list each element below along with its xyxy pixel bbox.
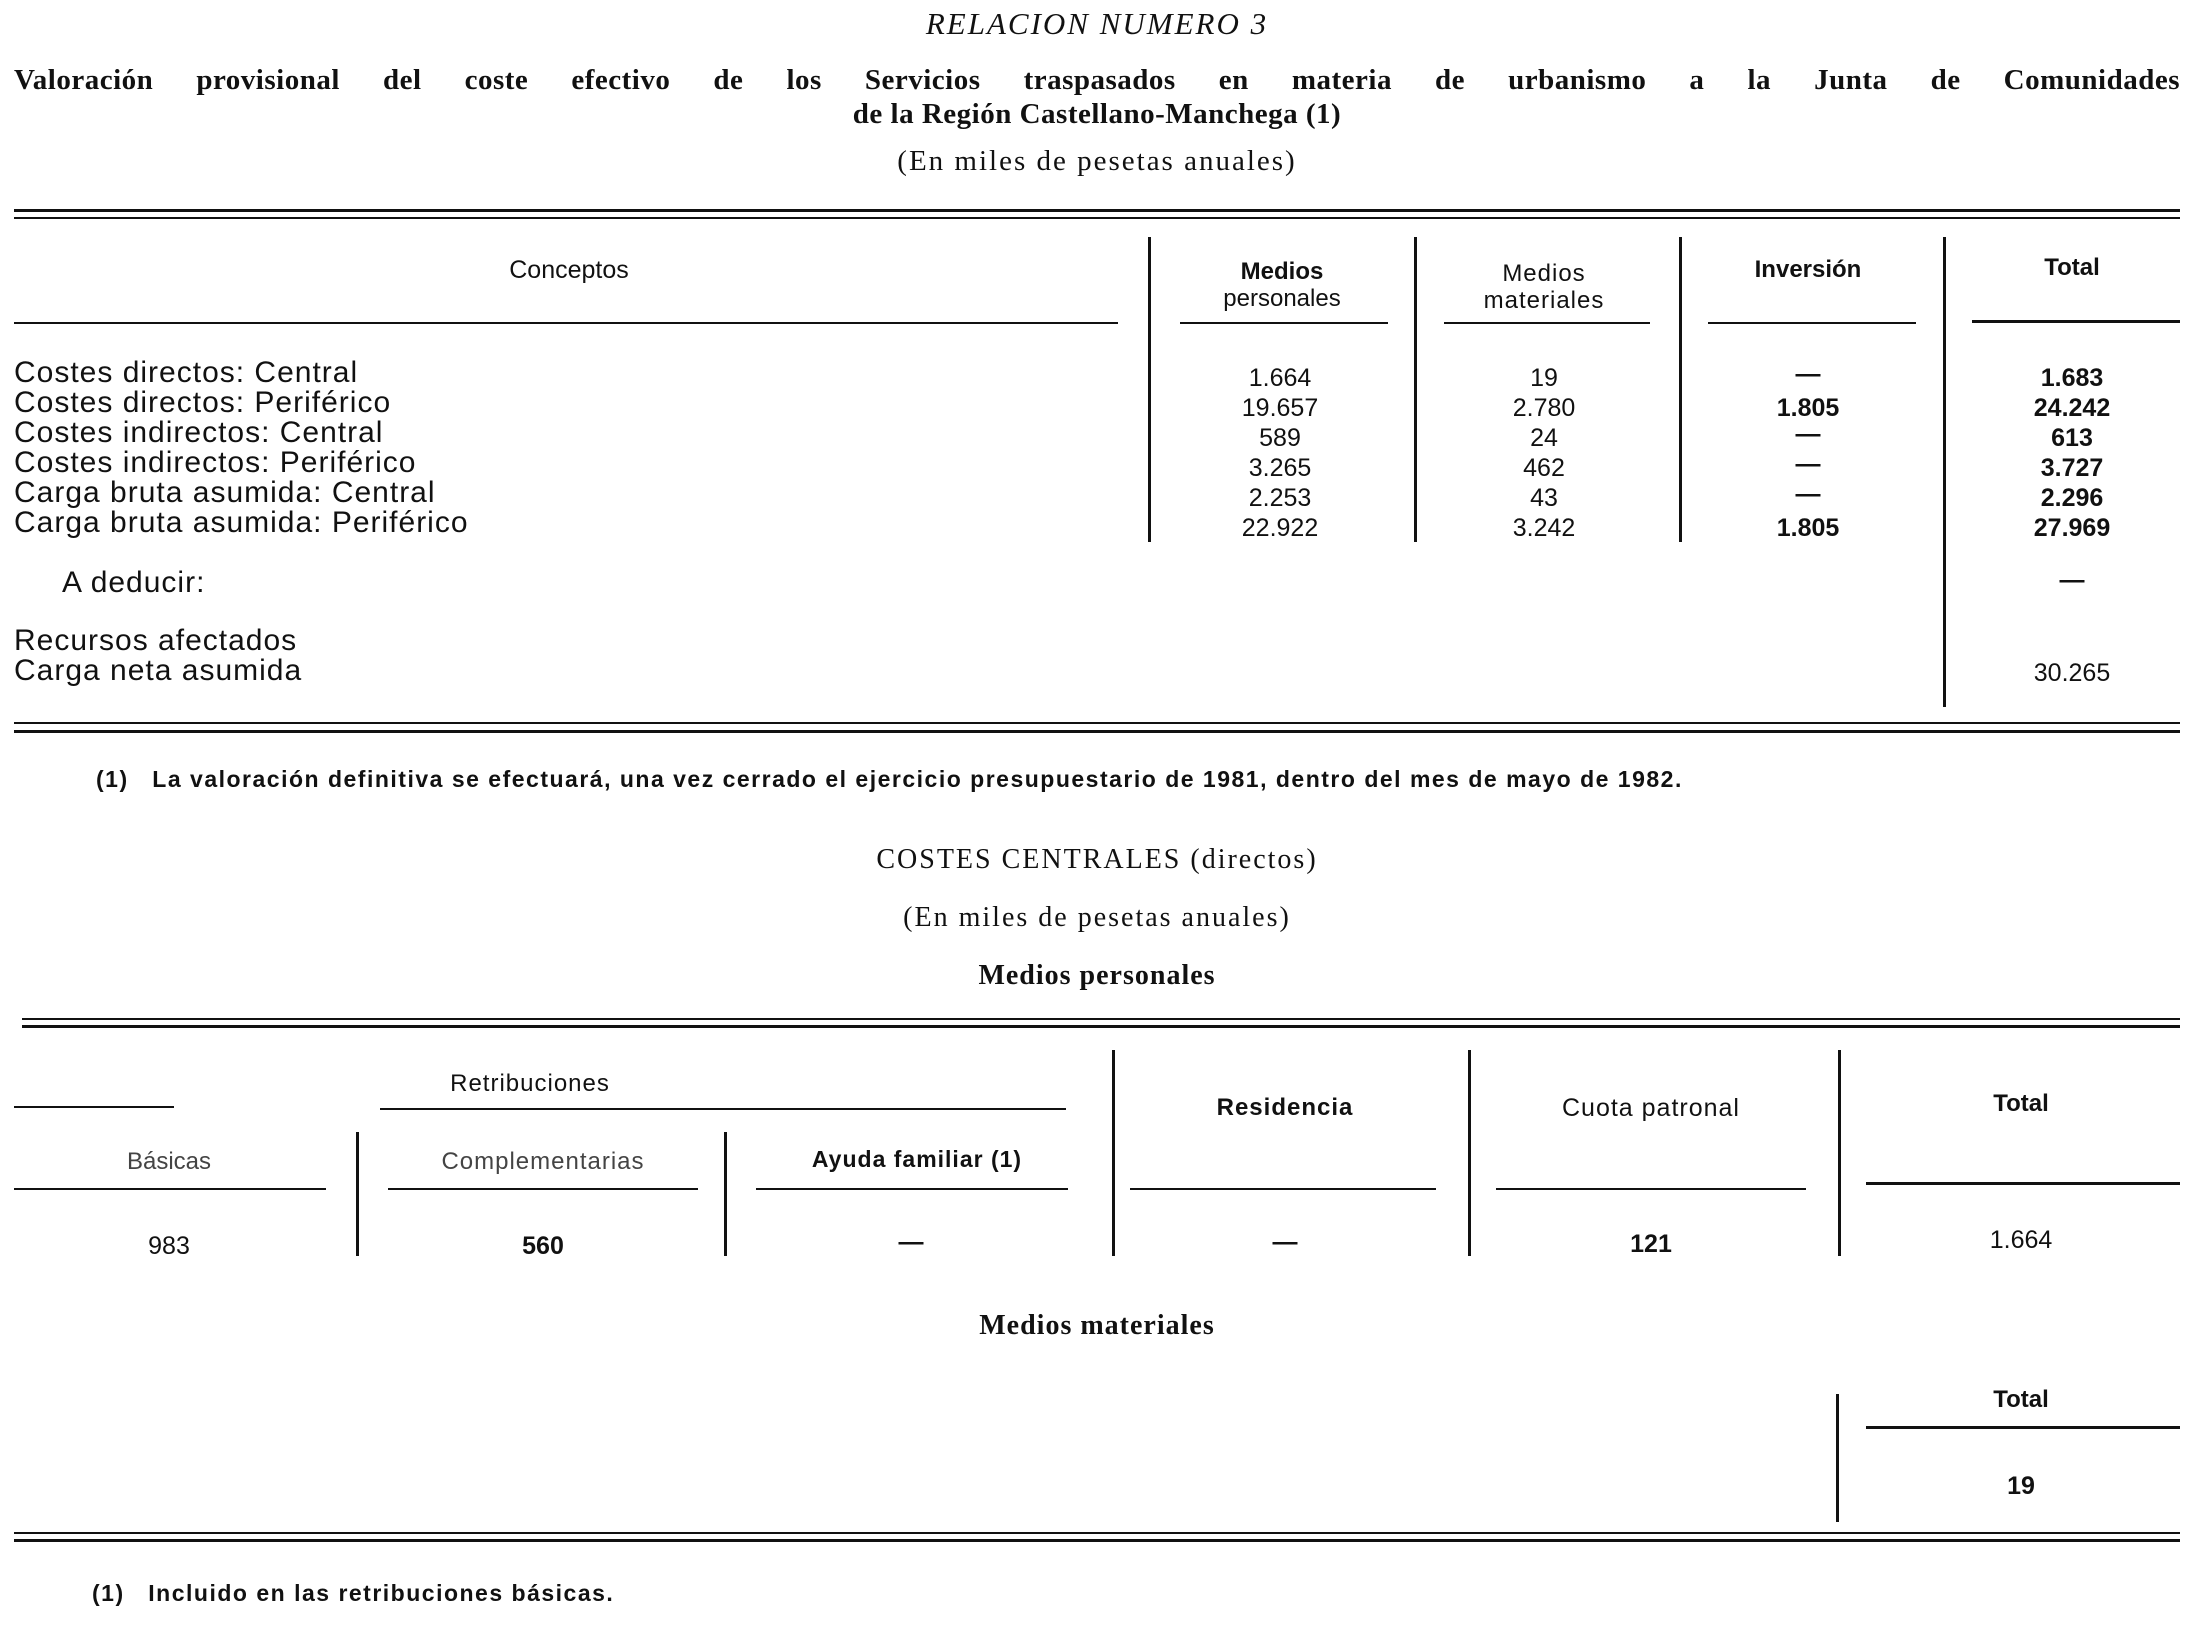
complementarias-header: Complementarias bbox=[441, 1148, 645, 1175]
col-header-medios-personales-line2: personales bbox=[1223, 285, 1341, 312]
relacion-heading: RELACION NUMERO 3 bbox=[925, 6, 1269, 41]
basicas-underline bbox=[14, 1188, 326, 1190]
row-total: 24.242 bbox=[2033, 394, 2111, 422]
table-row bbox=[0, 506, 2194, 542]
row-personales: 19.657 bbox=[1241, 394, 1319, 422]
header-underline-inversion bbox=[1708, 322, 1916, 324]
row-concepto: Costes directos: Periférico bbox=[14, 386, 392, 419]
deducir-label: A deducir: bbox=[62, 566, 206, 599]
section2-subtitle-materiales: Medios materiales bbox=[979, 1310, 1215, 1341]
section2-units: (En miles de pesetas anuales) bbox=[903, 902, 1291, 933]
deducir-total: — bbox=[2059, 566, 2085, 594]
total-header: Total bbox=[1993, 1090, 2049, 1117]
table1-top-rule-2 bbox=[14, 217, 2180, 219]
row-materiales: 462 bbox=[1523, 454, 1565, 482]
col-header-medios-personales bbox=[1182, 258, 1382, 312]
basicas-header: Básicas bbox=[126, 1148, 212, 1175]
section2-title: COSTES CENTRALES (directos) bbox=[876, 844, 1318, 875]
table1-bottom-rule-2 bbox=[14, 730, 2180, 733]
table2-top-rule-2 bbox=[22, 1025, 2180, 1028]
table2-col-sep-5 bbox=[1838, 1050, 1841, 1256]
row-total: 1.683 bbox=[2040, 364, 2104, 392]
units-note: (En miles de pesetas anuales) bbox=[897, 145, 1297, 177]
row-inversion: — bbox=[1795, 360, 1821, 388]
row-inversion: — bbox=[1795, 450, 1821, 478]
table3-bottom-rule-2 bbox=[14, 1539, 2180, 1542]
table2-col-sep-2 bbox=[724, 1132, 727, 1256]
table2-col-sep-3 bbox=[1112, 1050, 1115, 1256]
table1-bottom-rule bbox=[14, 722, 2180, 724]
row-materiales: 19 bbox=[1530, 364, 1558, 392]
row-inversion: — bbox=[1795, 480, 1821, 508]
row-materiales: 43 bbox=[1530, 484, 1558, 512]
complementarias-underline bbox=[388, 1188, 698, 1190]
footnote-1-text: La valoración definitiva se efectuará, una vez cerrado el ejercicio presupuestario de 1981, dentro del mes de mayo de 1982. bbox=[152, 766, 1683, 792]
row-personales: 1.664 bbox=[1248, 364, 1312, 392]
col-header-inversion: Inversión bbox=[1754, 256, 1862, 283]
col-header-medios-materiales-line1: Medios bbox=[1502, 260, 1586, 287]
total-underline bbox=[1866, 1182, 2180, 1185]
table-row bbox=[0, 446, 2194, 482]
row-concepto: Costes directos: Central bbox=[14, 356, 359, 389]
residencia-header: Residencia bbox=[1216, 1094, 1354, 1121]
row-concepto: Costes indirectos: Periférico bbox=[14, 446, 417, 479]
ayuda-value: — bbox=[898, 1228, 924, 1256]
document-title-line2: de la Región Castellano-Manchega (1) bbox=[852, 98, 1342, 130]
footnote-2-mark: (1) bbox=[92, 1580, 125, 1606]
table2-top-rule bbox=[22, 1018, 2180, 1020]
col-header-total: Total bbox=[2044, 254, 2100, 281]
header-underline-conceptos bbox=[14, 322, 1118, 324]
row-personales: 2.253 bbox=[1248, 484, 1312, 512]
ayuda-underline bbox=[756, 1188, 1068, 1190]
header-underline-materiales bbox=[1444, 322, 1650, 324]
footnote-1-mark: (1) bbox=[96, 766, 129, 792]
footnote-1 bbox=[96, 766, 1683, 793]
total-value: 1.664 bbox=[1989, 1226, 2053, 1254]
footnote-2 bbox=[92, 1580, 614, 1607]
col-header-conceptos: Conceptos bbox=[509, 256, 629, 284]
basicas-top-underline bbox=[14, 1106, 174, 1108]
table3-bottom-rule bbox=[14, 1532, 2180, 1534]
col-header-medios-materiales-line2: materiales bbox=[1483, 287, 1605, 314]
materiales-total-value: 19 bbox=[2007, 1472, 2035, 1500]
table1-top-rule bbox=[14, 209, 2180, 212]
row-personales: 589 bbox=[1259, 424, 1301, 452]
row-total: 27.969 bbox=[2033, 514, 2111, 542]
section2-subtitle-personales: Medios personales bbox=[978, 960, 1216, 991]
cuota-value: 121 bbox=[1630, 1230, 1672, 1258]
row-personales: 22.922 bbox=[1241, 514, 1319, 542]
recursos-label: Recursos afectados bbox=[14, 624, 298, 657]
table-row bbox=[0, 386, 2194, 422]
ayuda-familiar-header: Ayuda familiar (1) bbox=[811, 1146, 1023, 1172]
row-inversion: 1.805 bbox=[1776, 514, 1840, 542]
carga-neta-label: Carga neta asumida bbox=[14, 654, 303, 687]
row-concepto: Carga bruta asumida: Central bbox=[14, 476, 436, 509]
table2-col-sep-1 bbox=[356, 1132, 359, 1256]
complementarias-value: 560 bbox=[522, 1232, 564, 1260]
row-materiales: 2.780 bbox=[1512, 394, 1576, 422]
basicas-value: 983 bbox=[148, 1232, 190, 1260]
row-inversion: — bbox=[1795, 420, 1821, 448]
retribuciones-header: Retribuciones bbox=[450, 1070, 610, 1097]
document-title-line1: Valoración provisional del coste efectivo de los Servicios traspasados en materia de urbanismo a la Junta de Comunidades bbox=[14, 64, 2180, 96]
retribuciones-underline bbox=[380, 1108, 1066, 1110]
row-materiales: 3.242 bbox=[1512, 514, 1576, 542]
cuota-underline bbox=[1496, 1188, 1806, 1190]
row-total: 2.296 bbox=[2040, 484, 2104, 512]
table-row bbox=[0, 416, 2194, 452]
col-header-medios-personales-line1: Medios bbox=[1240, 258, 1324, 285]
row-concepto: Carga bruta asumida: Periférico bbox=[14, 506, 469, 539]
footnote-2-text: Incluido en las retribuciones básicas. bbox=[148, 1580, 615, 1606]
row-total: 613 bbox=[2051, 424, 2093, 452]
materiales-total-header: Total bbox=[1993, 1386, 2049, 1413]
carga-neta-total: 30.265 bbox=[2033, 659, 2111, 687]
row-concepto: Costes indirectos: Central bbox=[14, 416, 384, 449]
table2-col-sep-4 bbox=[1468, 1050, 1471, 1256]
table-row bbox=[0, 476, 2194, 512]
row-materiales: 24 bbox=[1530, 424, 1558, 452]
residencia-value: — bbox=[1272, 1228, 1298, 1256]
row-personales: 3.265 bbox=[1248, 454, 1312, 482]
row-inversion: 1.805 bbox=[1776, 394, 1840, 422]
row-total: 3.727 bbox=[2040, 454, 2104, 482]
col-header-medios-materiales bbox=[1444, 260, 1644, 314]
cuota-patronal-header: Cuota patronal bbox=[1561, 1094, 1740, 1122]
materiales-total-underline bbox=[1866, 1426, 2180, 1429]
header-underline-personales bbox=[1180, 322, 1388, 324]
materiales-col-sep bbox=[1836, 1394, 1839, 1522]
header-underline-total bbox=[1972, 320, 2180, 323]
table-row bbox=[0, 356, 2194, 392]
residencia-underline bbox=[1130, 1188, 1436, 1190]
